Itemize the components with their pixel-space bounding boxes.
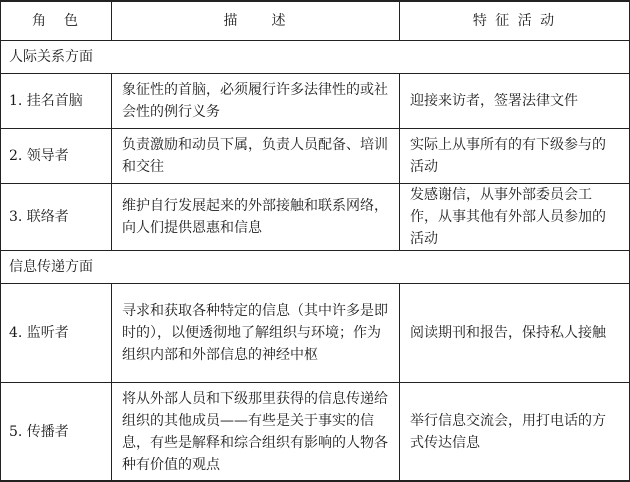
section-row-interpersonal — [1, 41, 630, 74]
role-cell: 3. 联络者 — [1, 184, 112, 251]
table-row — [1, 284, 630, 383]
activities-cell: 迎接来访者，签署法律文件 — [400, 74, 630, 129]
description-cell: 负责激励和动员下属，负责人员配备、培训和交往 — [112, 129, 400, 184]
header-row — [1, 1, 630, 41]
table-row — [1, 74, 630, 129]
role-cell: 2. 领导者 — [1, 129, 112, 184]
description-cell: 寻求和获取各种特定的信息（其中许多是即时的），以便透彻地了解组织与环境；作为组织内部和外部信息的神经中枢 — [112, 284, 400, 383]
description-cell: 维护自行发展起来的外部接触和联系网络，向人们提供恩惠和信息 — [112, 184, 400, 251]
table-row — [1, 129, 630, 184]
header-role: 角 色 — [1, 1, 112, 41]
table-row — [1, 383, 630, 482]
section-title: 人际关系方面 — [1, 41, 630, 74]
header-description: 描 述 — [112, 1, 400, 41]
activities-cell: 发感谢信，从事外部委员会工作，从事其他有外部人员参加的活动 — [400, 184, 630, 251]
activities-cell: 阅读期刊和报告，保持私人接触 — [400, 284, 630, 383]
role-cell: 1. 挂名首脑 — [1, 74, 112, 129]
description-cell: 象征性的首脑，必须履行许多法律性的或社会性的例行义务 — [112, 74, 400, 129]
role-cell: 4. 监听者 — [1, 284, 112, 383]
table-row — [1, 184, 630, 251]
section-row-informational — [1, 251, 630, 284]
role-cell: 5. 传播者 — [1, 383, 112, 482]
activities-cell: 举行信息交流会，用打电话的方式传达信息 — [400, 383, 630, 482]
description-cell: 将从外部人员和下级那里获得的信息传递给组织的其他成员——有些是关于事实的信息，有些是解释和综合组织有影响的人物各种有价值的观点 — [112, 383, 400, 482]
activities-cell: 实际上从事所有的有下级参与的活动 — [400, 129, 630, 184]
header-activities: 特 征 活 动 — [400, 1, 630, 41]
section-title: 信息传递方面 — [1, 251, 630, 284]
